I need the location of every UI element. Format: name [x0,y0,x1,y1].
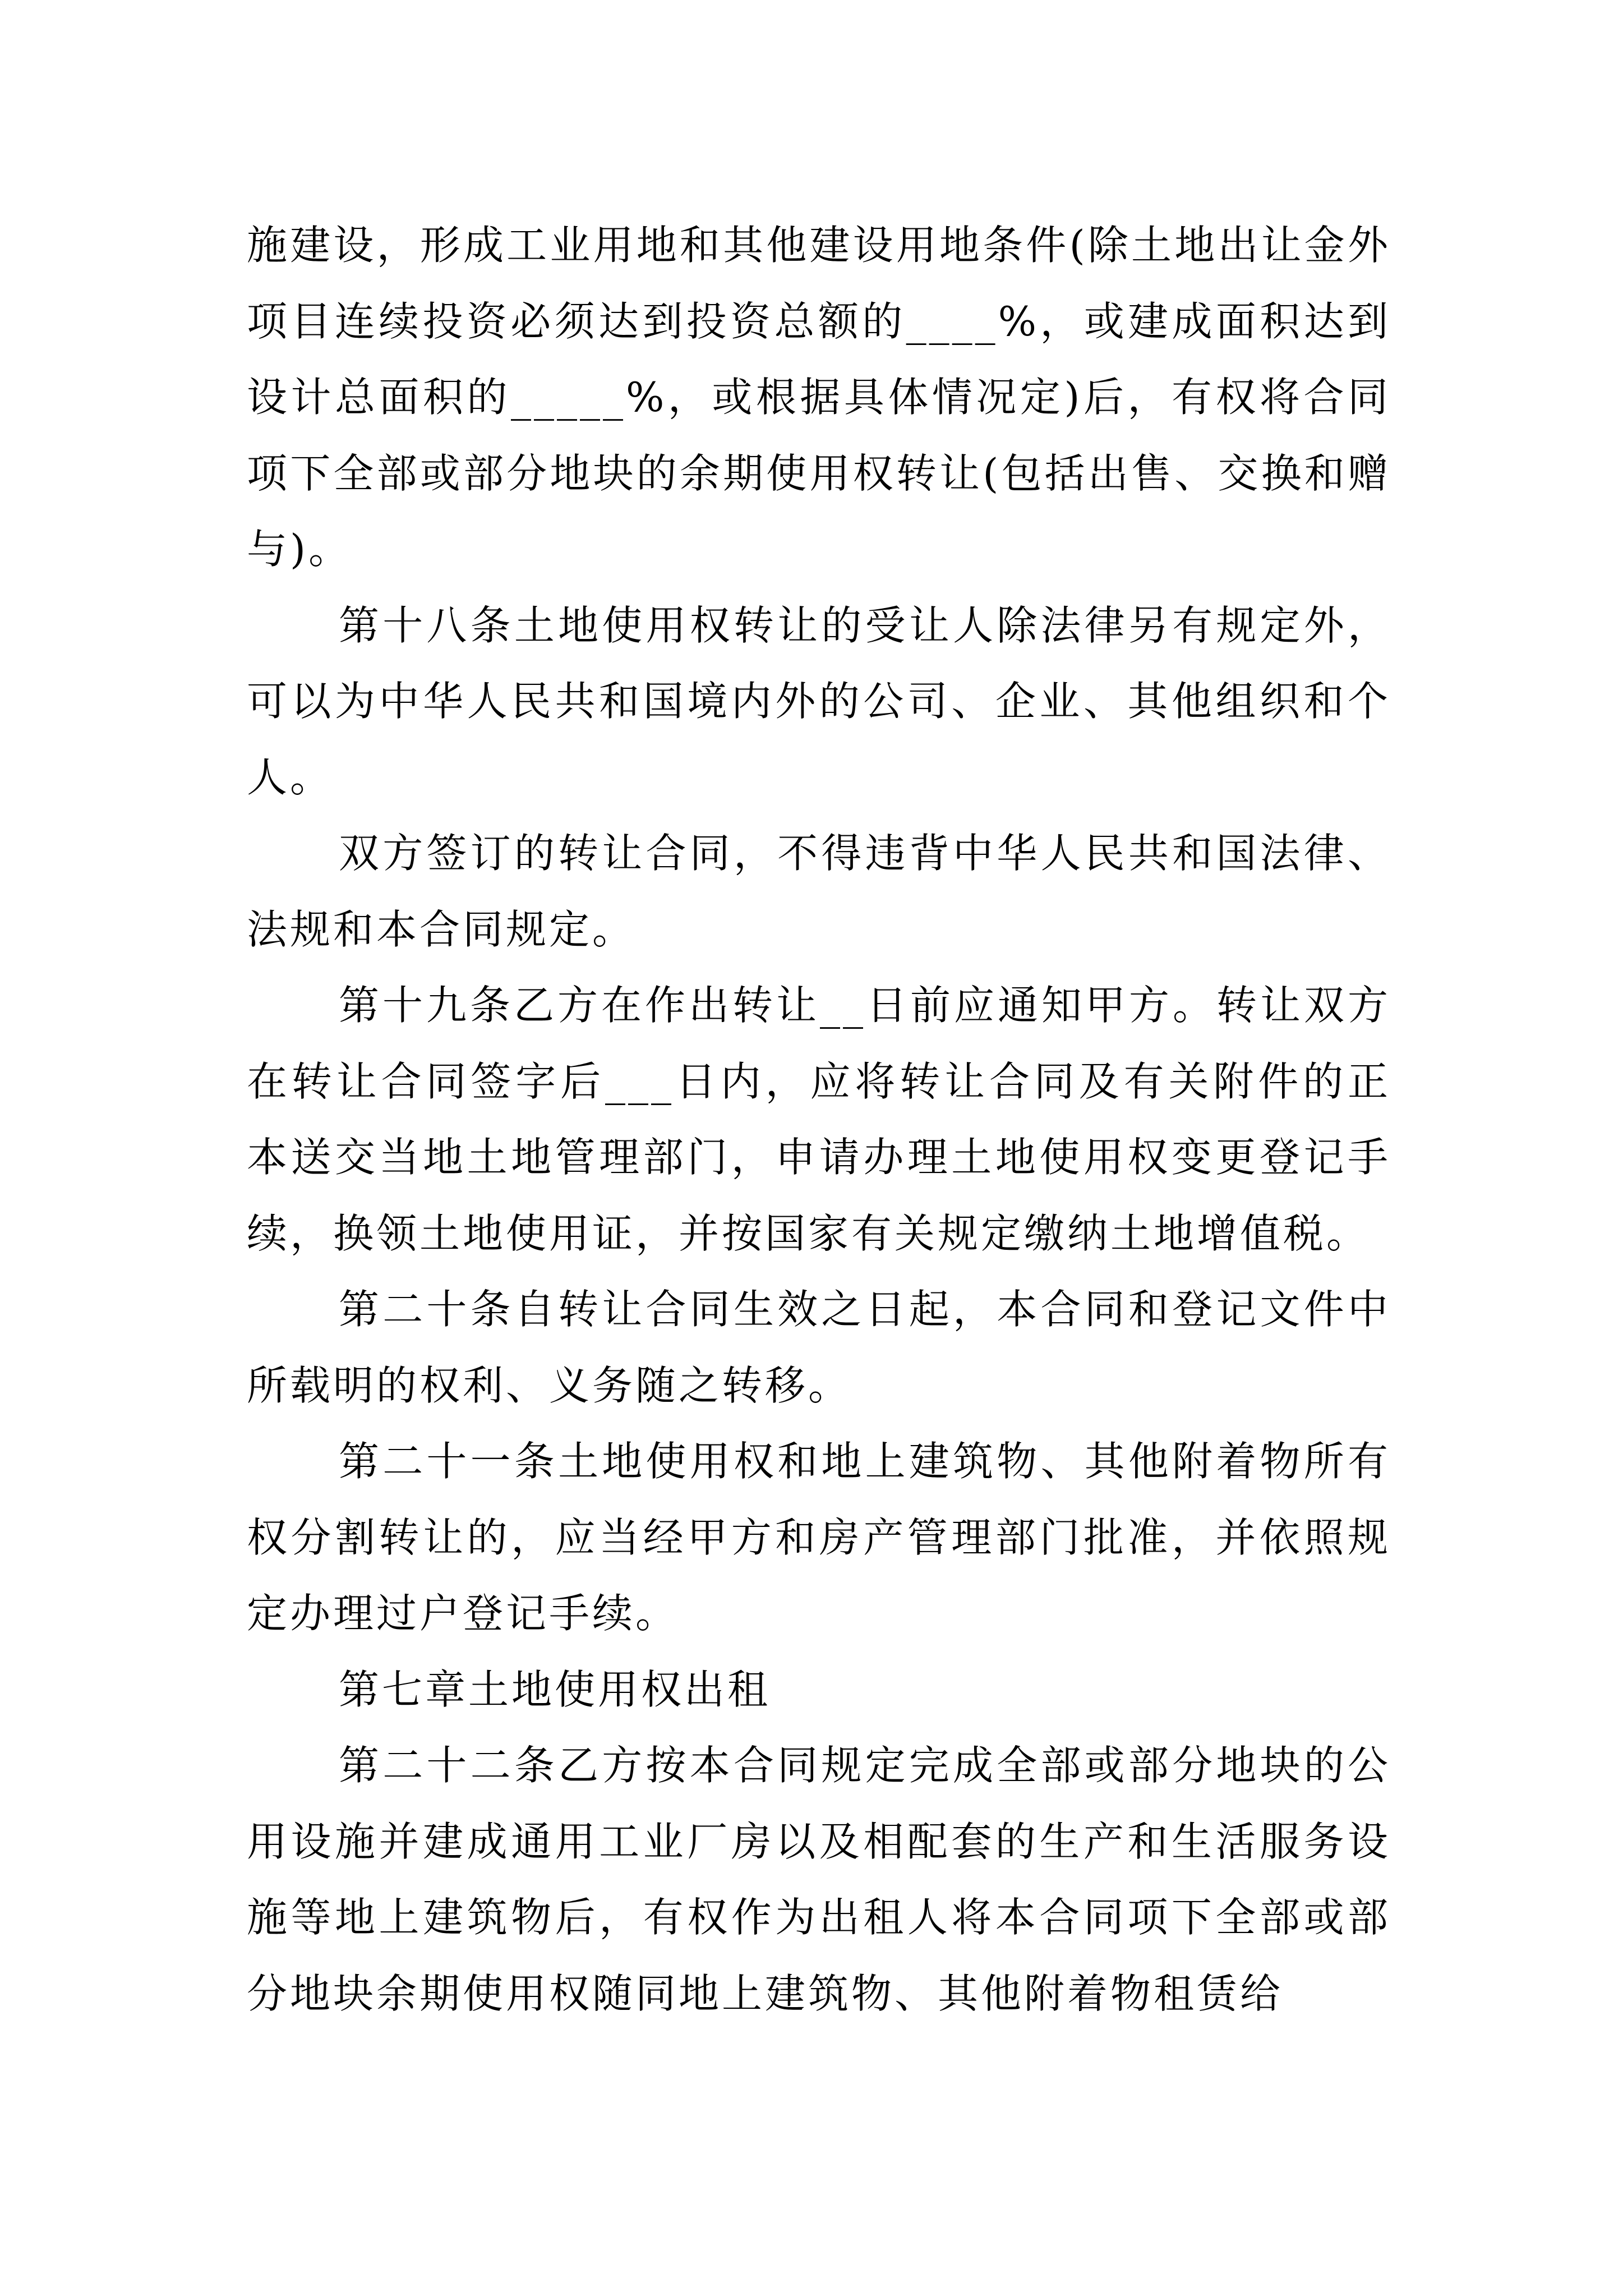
paragraph-article-21: 第二十一条土地使用权和地上建筑物、其他附着物所有权分割转让的，应当经甲方和房产管理部门批准，并依照规定办理过户登记手续。 [247,1438,1391,1637]
paragraph-transfer-contract: 双方签订的转让合同，不得违背中华人民共和国法律、法规和本合同规定。 [247,830,1391,953]
chapter-heading-7: 第七章土地使用权出租 [339,1665,771,1713]
paragraph-article-20: 第二十条自转让合同生效之日起，本合同和登记文件中所载明的权利、义务随之转移。 [247,1286,1391,1409]
paragraph-continuation: 施建设，形成工业用地和其他建设用地条件(除土地出让金外项目连续投资必须达到投资总额的____%，或建成面积达到设计总面积的_____%，或根据具体情况定)后，有权将合同项下全部或部分地块的余期使用权转让(包括出售、交换和赠与)。 [247,222,1391,573]
paragraph-article-18: 第十八条土地使用权转让的受让人除法律另有规定外，可以为中华人民共和国境内外的公司、企业、其他组织和个人。 [247,601,1391,801]
paragraph-article-22: 第二十二条乙方按本合同规定完成全部或部分地块的公用设施并建成通用工业厂房以及相配套的生产和生活服务设施等地上建筑物后，有权作为出租人将本合同项下全部或部分地块余期使用权随同地上建筑物、其他附着物租赁给 [247,1742,1391,2017]
paragraph-article-19: 第十九条乙方在作出转让__日前应通知甲方。转让双方在转让合同签字后___日内，应将转让合同及有关附件的正本送交当地土地管理部门，申请办理土地使用权变更登记手续，换领土地使用证，并按国家有关规定缴纳土地增值税。 [247,982,1391,1257]
document-body [247,208,1391,2032]
